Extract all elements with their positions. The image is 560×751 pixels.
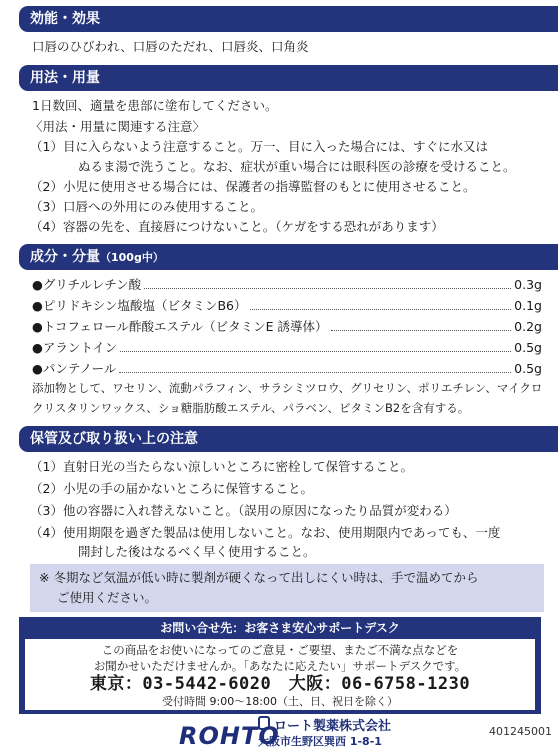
support-desk-box bbox=[19, 617, 541, 714]
ingredient-name: ●ピリドキシン塩酸塩（ビタミンB6） bbox=[32, 298, 247, 313]
winter-note-line-1: ※ 冬期など気温が低い時に製剤が硬くなって出しにくい時は、手で温めてから bbox=[39, 570, 479, 585]
leader-dots bbox=[331, 317, 512, 331]
ingredients-heading: 成分・分量（100g中） bbox=[19, 244, 558, 270]
ingredient-amount: 0.5g bbox=[514, 361, 542, 376]
usage-note-3: （3）口唇への外用にのみ使用すること。 bbox=[30, 199, 263, 214]
ingredient-row bbox=[32, 296, 542, 316]
company-mark-icon bbox=[258, 716, 270, 730]
leader-dots bbox=[144, 275, 511, 289]
support-desk-title: お問い合せ先：お客さま安心サポートデスク bbox=[160, 621, 400, 635]
ingredient-name: ●パンテノール bbox=[32, 361, 117, 376]
storage-item-4-cont: 開封した後はなるべく早く使用すること。 bbox=[78, 544, 316, 559]
ingredient-amount: 0.5g bbox=[514, 340, 542, 355]
efficacy-text: 口唇のひびわれ、口唇のただれ、口唇炎、口角炎 bbox=[32, 39, 309, 54]
usage-heading: 用法・用量 bbox=[19, 65, 558, 91]
company-address: 大阪市生野区巽西 1-8-1 bbox=[258, 735, 382, 748]
storage-heading: 保管及び取り扱い上の注意 bbox=[19, 426, 558, 452]
ingredient-amount: 0.1g bbox=[514, 298, 542, 313]
ingredient-row bbox=[32, 359, 542, 379]
usage-notes-title: 〈用法・用量に関連する注意〉 bbox=[30, 119, 206, 134]
usage-note-1: （1）目に入らないよう注意すること。万一、目に入った場合には、すぐに水又は bbox=[30, 139, 488, 154]
ingredient-name: ●アラントイン bbox=[32, 340, 118, 355]
support-hours: 受付時間 9:00～18:00（土、日、祝日を除く） bbox=[162, 695, 398, 708]
ingredient-row bbox=[32, 275, 542, 295]
leader-dots bbox=[250, 296, 512, 310]
lot-number: 401245001 bbox=[489, 725, 552, 738]
efficacy-heading: 効能・効果 bbox=[19, 6, 558, 32]
ingredient-amount: 0.2g bbox=[514, 319, 542, 334]
storage-item-4: （4）使用期限を過ぎた製品は使用しないこと。なお、使用期限内であっても、一度 bbox=[30, 525, 501, 540]
storage-item-3: （3）他の容器に入れ替えないこと。（誤用の原因になったり品質が変わる） bbox=[30, 503, 457, 518]
support-desk-panel bbox=[25, 639, 535, 710]
storage-item-2: （2）小児の手の届かないところに保管すること。 bbox=[30, 481, 313, 496]
leader-dots bbox=[120, 338, 511, 352]
additives-line-1: 添加物として、ワセリン、流動パラフィン、サラシミツロウ、グリセリン、ポリエチレン、マイクロ bbox=[32, 381, 543, 395]
brand-name: ROHTO bbox=[179, 722, 280, 750]
ingredients-heading-sub: （100g中） bbox=[100, 251, 164, 264]
usage-note-2: （2）小児に使用させる場合には、保護者の指導監督のもとに使用させること。 bbox=[30, 179, 476, 194]
ingredient-row bbox=[32, 338, 542, 358]
storage-item-1: （1）直射日光の当たらない涼しいところに密栓して保管すること。 bbox=[30, 459, 413, 474]
additives-line-2: クリスタリンワックス、ショ糖脂肪酸エステル、パラベン、ビタミンB2を含有する。 bbox=[32, 401, 470, 415]
support-line-1: この商品をお使いになってのご意見・ご要望、またご不満な点などを bbox=[101, 643, 459, 657]
usage-text: 1日数回、適量を患部に塗布してください。 bbox=[32, 98, 278, 113]
leader-dots bbox=[119, 359, 511, 373]
ingredient-row bbox=[32, 317, 542, 337]
support-phone-numbers: 東京：03-5442-6020 大阪：06-6758-1230 bbox=[89, 674, 471, 694]
usage-note-4: （4）容器の先を、直接唇につけないこと。（ケガをする恐れがあります） bbox=[30, 219, 444, 234]
ingredient-amount: 0.3g bbox=[514, 277, 542, 292]
winter-note-line-2: ご使用ください。 bbox=[57, 590, 158, 605]
support-line-2: お聞かせいただけませんか。「あなたに応えたい」サポートデスクです。 bbox=[93, 659, 467, 673]
ingredient-name: ●トコフェロール酢酸エステル（ビタミンE 誘導体） bbox=[32, 319, 328, 334]
company-name: ロート製薬株式会社 bbox=[274, 719, 392, 734]
winter-note-box bbox=[30, 564, 544, 612]
ingredient-name: ●グリチルレチン酸 bbox=[32, 277, 142, 292]
usage-note-1-cont: ぬるま湯で洗うこと。なお、症状が重い場合には眼科医の診療を受けること。 bbox=[78, 159, 516, 174]
